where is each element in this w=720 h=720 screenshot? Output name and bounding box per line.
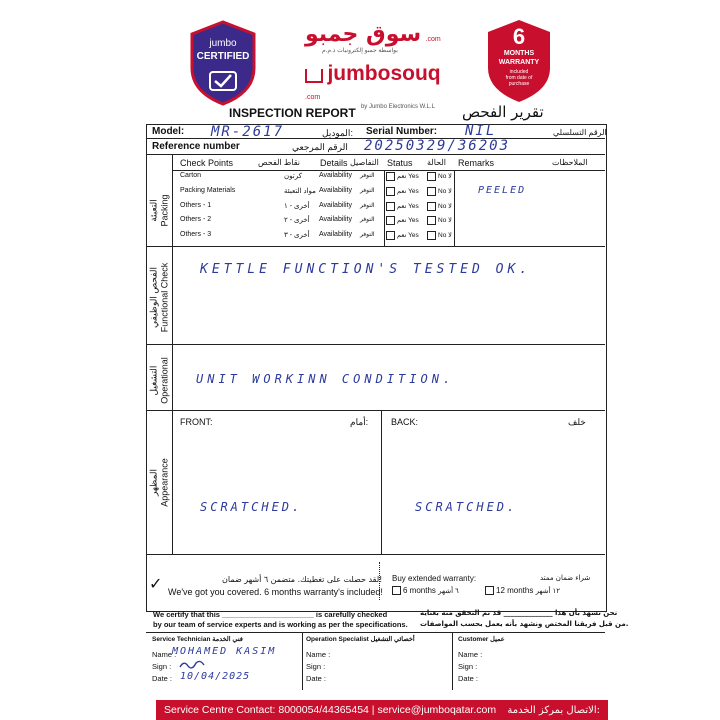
packing-row-name-ar: أخرى - ٢ [284, 217, 310, 224]
functional-text: KETTLE FUNCTION'S TESTED OK. [200, 262, 532, 277]
certify-en-2: by our team of service experts and is working as per the specifications. [153, 620, 408, 629]
packing-row-name-ar: أخرى - ٣ [284, 232, 310, 239]
packing-row-name: Carton [180, 172, 202, 179]
packing-row-detail: Availability [319, 231, 352, 238]
cust-date-label: Date : [458, 674, 479, 683]
warranty-badge: 6 MONTHS WARRANTY included from date of purchase [484, 18, 554, 104]
back-text: SCRATCHED. [415, 500, 518, 514]
packing-row-detail: Availability [319, 172, 352, 179]
report-sheet [146, 124, 607, 612]
th-remarks-ar: الملاحظات [552, 158, 588, 167]
packing-no-option[interactable]: No لا [427, 187, 452, 196]
footer-bar [156, 700, 608, 720]
warranty-en: We've got you covered. 6 months warranty's included! [168, 587, 383, 597]
section-packing-label: التعبئة Packing [148, 194, 170, 227]
buy-warranty-en: Buy extended warranty: [392, 574, 477, 583]
option-12-checkbox[interactable] [485, 586, 494, 595]
packing-row-detail-ar: التوفر [360, 188, 375, 194]
option-6-checkbox[interactable] [392, 586, 401, 595]
serial-label: Serial Number: [366, 126, 438, 137]
packing-row-remark: PEELED [478, 185, 527, 196]
covered-check-icon: ✓ [149, 576, 163, 593]
no-checkbox[interactable] [427, 216, 436, 225]
packing-row-detail: Availability [319, 202, 352, 209]
packing-row-name: Others - 3 [180, 231, 212, 238]
packing-row-name: Others - 2 [180, 216, 212, 223]
certify-ar-1: نحن نشهد بأن هذا ______________ قد تم التحقق منه بعناية [420, 609, 618, 617]
front-label-ar: أمام: [350, 417, 369, 427]
packing-row-detail-ar: التوفر [360, 173, 375, 179]
cust-sign-label: Sign : [458, 662, 478, 671]
tech-title: Service Technician فني الخدمة [152, 636, 243, 643]
option-6-months[interactable]: 6 months ٦ أشهر [392, 586, 459, 595]
packing-yes-option[interactable]: نعم Yes [386, 216, 419, 225]
footer-contact-ar: الاتصال بمركز الخدمة: [507, 704, 600, 716]
title-ar: تقرير الفحص [462, 103, 544, 121]
serial-value: NIL [465, 123, 497, 139]
packing-yes-option[interactable]: نعم Yes [386, 172, 419, 181]
no-checkbox[interactable] [427, 172, 436, 181]
packing-row-name-ar: أخرى - ١ [284, 203, 310, 210]
packing-row-detail-ar: التوفر [360, 203, 375, 209]
th-check-points: Check Points [180, 158, 234, 168]
th-remarks: Remarks [458, 158, 495, 168]
no-checkbox[interactable] [427, 187, 436, 196]
packing-row-name: Others - 1 [180, 202, 212, 209]
yes-checkbox[interactable] [386, 187, 395, 196]
ops-date-label: Date : [306, 674, 327, 683]
section-functional-label: الفحص الوظيفي Functional Check [148, 262, 170, 333]
packing-yes-option[interactable]: نعم Yes [386, 187, 419, 196]
th-details-ar: التفاصيل [350, 158, 379, 167]
reference-label: Reference number [152, 141, 240, 152]
model-value: MR-2617 [211, 124, 285, 140]
certify-ar-2: من قبل فريقنا المختص ونشهد بأنه يعمل بحسب المواصفات. [420, 620, 629, 628]
cust-title: Customer عميل [458, 636, 505, 643]
badge-line1: jumbo [209, 38, 237, 49]
front-text: SCRATCHED. [200, 500, 303, 514]
souq-logo-arabic: سوق جمبو .com بواسطة جمبو إلكترونيات ذ.م.م [305, 22, 441, 54]
tech-name-label: Name : [152, 650, 177, 659]
certify-en-1: We certify that this ______________________ is carefully checked [153, 610, 388, 619]
warranty-ar: لقد حصلت على تغطيتك. متضمن ٦ أشهر ضمان! [222, 575, 383, 584]
packing-row-name: Packing Materials [180, 187, 236, 194]
badge-line2: CERTIFIED [196, 51, 250, 62]
packing-row-detail: Availability [319, 187, 352, 194]
reference-label-ar: الرقم المرجعي [292, 142, 348, 152]
cart-icon [305, 69, 323, 83]
buy-warranty-ar: شراء ضمان ممتد [540, 574, 591, 582]
option-12-months[interactable]: 12 months ١٢ أشهر [485, 586, 560, 595]
tech-date-label: Date : [152, 674, 173, 683]
no-checkbox[interactable] [427, 202, 436, 211]
model-label: Model: [152, 126, 185, 137]
back-label-ar: خلف [568, 417, 586, 427]
packing-no-option[interactable]: No لا [427, 202, 452, 211]
packing-yes-option[interactable]: نعم Yes [386, 231, 419, 240]
operational-text: UNIT WORKINN CONDITION. [196, 372, 455, 386]
back-label: BACK: [391, 417, 419, 427]
yes-checkbox[interactable] [386, 231, 395, 240]
ops-title: Operation Specialist أخصائي التشغيل [306, 636, 415, 643]
tech-name-value: MOHAMED KASIM [172, 646, 277, 657]
section-appearance-label: المظهر Appearance [148, 458, 170, 507]
no-checkbox[interactable] [427, 231, 436, 240]
packing-row-detail-ar: التوفر [360, 217, 375, 223]
section-operational-label: التشغيل Operational [148, 357, 170, 404]
packing-row-detail: Availability [319, 216, 352, 223]
ops-name-label: Name : [306, 650, 331, 659]
packing-yes-option[interactable]: نعم Yes [386, 202, 419, 211]
ops-sign-label: Sign : [306, 662, 326, 671]
yes-checkbox[interactable] [386, 172, 395, 181]
jumbo-certified-badge [188, 20, 258, 106]
th-status: Status [387, 158, 413, 168]
yes-checkbox[interactable] [386, 216, 395, 225]
packing-no-option[interactable]: No لا [427, 231, 452, 240]
cust-name-label: Name : [458, 650, 483, 659]
reference-value: 20250329/36203 [364, 138, 511, 154]
tech-date-value: 10/04/2025 [180, 671, 251, 682]
jumbosouq-logo: jumbosouq .com by Jumbo Electronics W.L.L [305, 62, 441, 110]
title-en: INSPECTION REPORT [229, 106, 356, 120]
model-label-ar: الموديل: [322, 128, 353, 138]
packing-no-option[interactable]: No لا [427, 216, 452, 225]
shield-icon [188, 20, 258, 106]
th-details: Details [320, 158, 348, 168]
tech-sign-label: Sign : [152, 662, 172, 671]
packing-row-detail-ar: التوفر [360, 232, 375, 238]
front-label: FRONT: [180, 417, 213, 427]
th-check-points-ar: نقاط الفحص [258, 158, 301, 167]
packing-row-name-ar: مواد التعبئة [284, 188, 316, 195]
yes-checkbox[interactable] [386, 202, 395, 211]
packing-row-name-ar: كرتون [284, 173, 302, 180]
serial-label-ar: الرقم التسلسلي [553, 128, 607, 137]
th-status-ar: الحالة [427, 158, 446, 167]
packing-no-option[interactable]: No لا [427, 172, 452, 181]
footer-contact: Service Centre Contact: 8000054/44365454 | service@jumboqatar.com [164, 704, 497, 716]
